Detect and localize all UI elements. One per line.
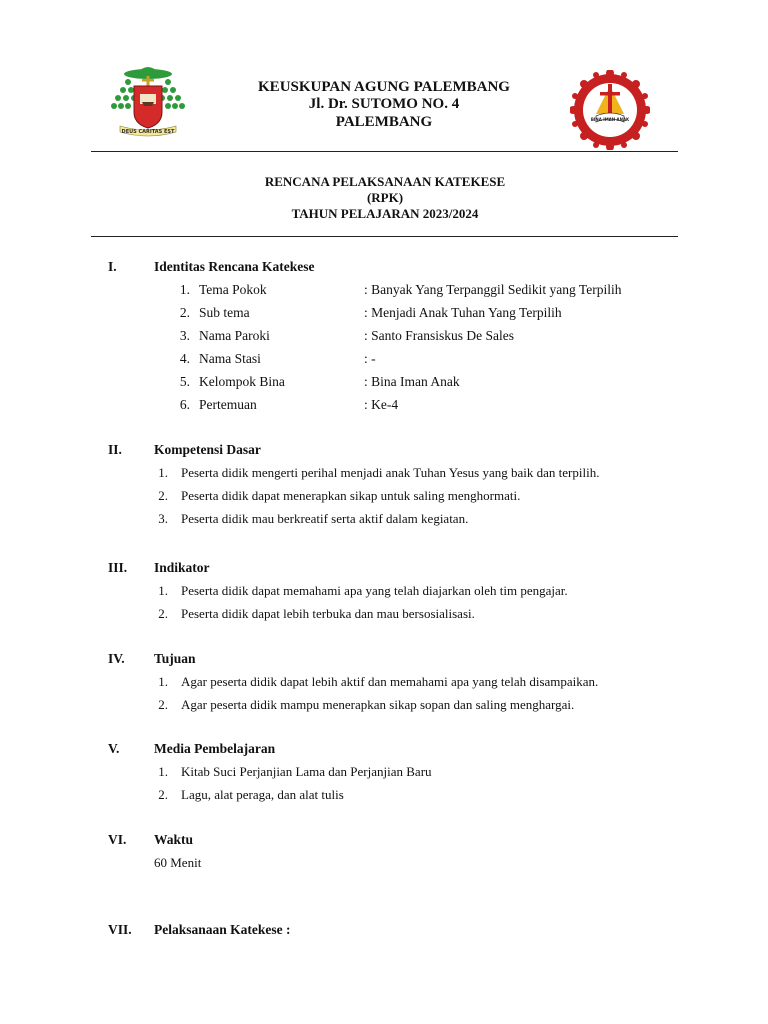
section-title: Tujuan xyxy=(154,651,196,666)
section-title: Identitas Rencana Katekese xyxy=(154,259,315,274)
item-number: 1. xyxy=(158,583,168,598)
identity-label: Nama Paroki xyxy=(199,328,270,343)
org-city: PALEMBANG xyxy=(335,114,433,130)
identity-label: Pertemuan xyxy=(199,397,257,412)
item-number: 2. xyxy=(158,488,168,503)
list-item: Agar peserta didik dapat lebih aktif dan memahami apa yang telah disampaikan. xyxy=(181,674,599,689)
section-numeral: I. xyxy=(108,259,117,274)
item-number: 2. xyxy=(158,787,168,802)
section-title: Kompetensi Dasar xyxy=(154,442,261,457)
logo-motto: DEUS CARITAS EST xyxy=(121,129,175,135)
identity-label: Nama Stasi xyxy=(199,351,261,366)
item-number: 2. xyxy=(158,606,168,621)
list-item: Kitab Suci Perjanjian Lama dan Perjanjian Baru xyxy=(181,764,432,779)
section-numeral: V. xyxy=(108,741,120,756)
logo-text: BINA IMAN ANAK xyxy=(590,117,630,122)
list-item: Peserta didik dapat menerapkan sikap untuk saling menghormati. xyxy=(181,488,521,503)
identity-value: : Menjadi Anak Tuhan Yang Terpilih xyxy=(364,305,562,320)
doc-title: RENCANA PELAKSANAAN KATEKESE xyxy=(264,174,506,189)
item-number: 6. xyxy=(179,397,190,412)
identity-label: Sub tema xyxy=(199,305,250,320)
header-divider xyxy=(91,151,678,152)
list-item: Peserta didik dapat lebih terbuka dan mau bersosialisasi. xyxy=(181,606,475,621)
identity-label: Tema Pokok xyxy=(199,282,267,297)
item-number: 4. xyxy=(179,351,190,366)
section-numeral: VI. xyxy=(108,832,127,847)
title-divider xyxy=(91,236,678,237)
identity-value: : - xyxy=(364,351,376,366)
section-title: Waktu xyxy=(154,832,194,847)
duration-text: 60 Menit xyxy=(154,855,202,870)
doc-year: TAHUN PELAJARAN 2023/2024 xyxy=(291,206,479,221)
section-title: Pelaksanaan Katekese : xyxy=(154,922,291,937)
item-number: 3. xyxy=(179,328,190,343)
list-item: Agar peserta didik mampu menerapkan sikap sopan dan saling menghargai. xyxy=(181,697,575,712)
identity-value: : Bina Iman Anak xyxy=(364,374,460,389)
identity-value: : Santo Fransiskus De Sales xyxy=(364,328,514,343)
identity-label: Kelompok Bina xyxy=(199,374,285,389)
item-number: 1. xyxy=(158,465,168,480)
doc-subtitle: (RPK) xyxy=(366,190,404,205)
item-number: 5. xyxy=(179,374,190,389)
item-number: 1. xyxy=(158,674,168,689)
item-number: 1. xyxy=(179,282,190,297)
archdiocese-coat-of-arms-logo xyxy=(106,62,190,142)
list-item: Peserta didik dapat memahami apa yang telah diajarkan oleh tim pengajar. xyxy=(181,583,568,598)
section-title: Media Pembelajaran xyxy=(154,741,276,756)
section-numeral: VII. xyxy=(108,922,132,937)
list-item: Lagu, alat peraga, dan alat tulis xyxy=(181,787,344,802)
section-title: Indikator xyxy=(154,560,210,575)
item-number: 2. xyxy=(158,697,168,712)
section-numeral: IV. xyxy=(108,651,125,666)
list-item: Peserta didik mengerti perihal menjadi anak Tuhan Yesus yang baik dan terpilih. xyxy=(181,465,600,480)
identity-value: : Banyak Yang Terpanggil Sedikit yang Terpilih xyxy=(364,282,622,297)
org-name: KEUSKUPAN AGUNG PALEMBANG xyxy=(258,79,510,95)
item-number: 3. xyxy=(158,511,168,526)
item-number: 2. xyxy=(179,305,190,320)
section-numeral: III. xyxy=(108,560,128,575)
org-address: Jl. Dr. SUTOMO NO. 4 xyxy=(308,96,460,112)
section-numeral: II. xyxy=(108,442,122,457)
bina-iman-anak-logo xyxy=(570,70,650,150)
identity-value: : Ke-4 xyxy=(364,397,399,412)
list-item: Peserta didik mau berkreatif serta aktif dalam kegiatan. xyxy=(181,511,469,526)
item-number: 1. xyxy=(158,764,168,779)
